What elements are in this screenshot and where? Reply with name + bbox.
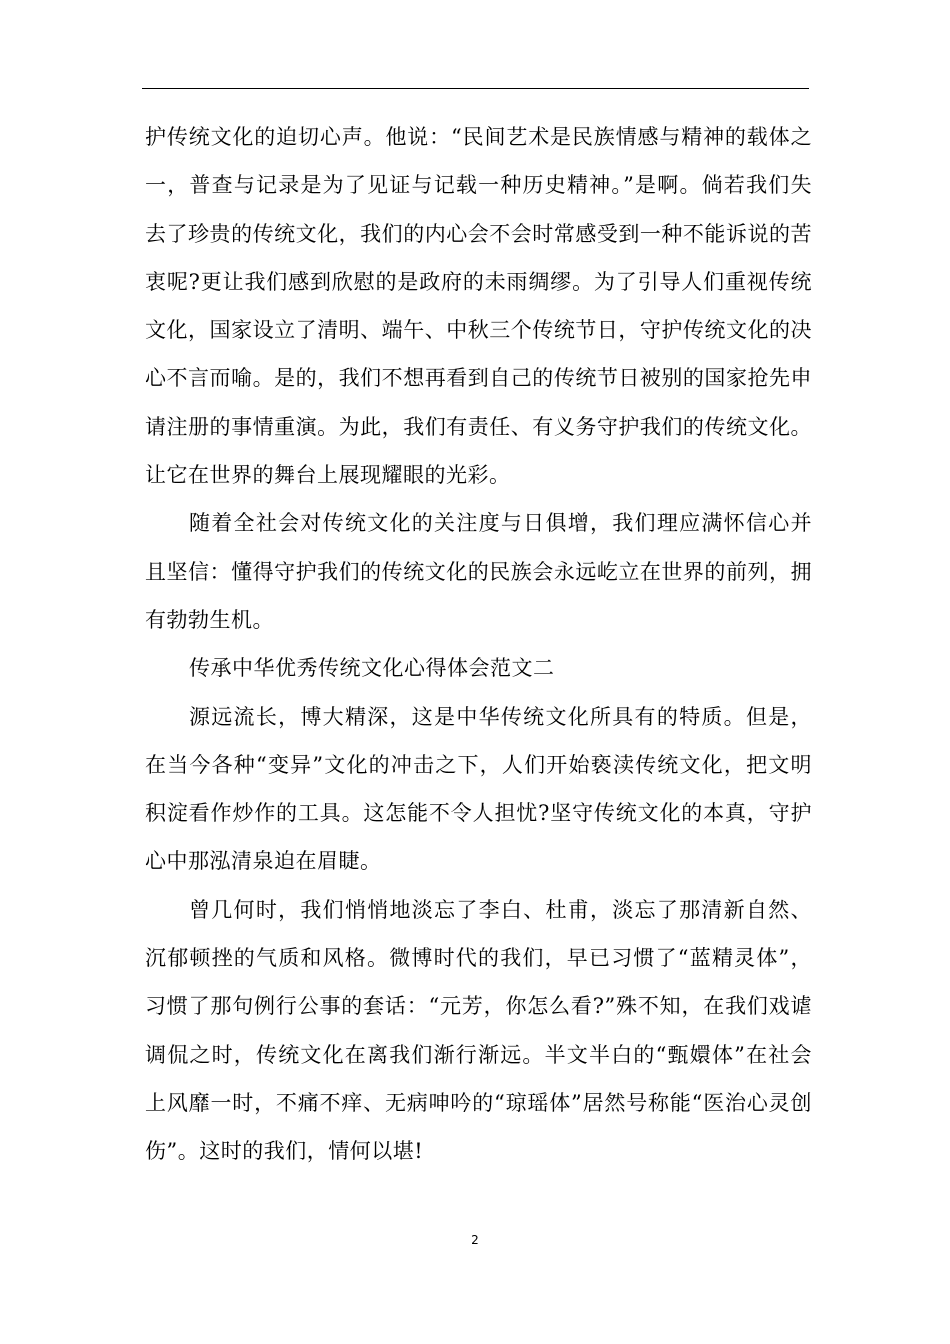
section-heading: 传承中华优秀传统文化心得体会范文二 (189, 656, 555, 681)
paragraph: 随着全社会对传统文化的关注度与日俱增，我们理应满怀信心并且坚信：懂得守护我们的传统文化的民族会永远屹立在世界的前列，拥有勃勃生机。 (145, 511, 812, 632)
paragraph: 源远流长，博大精深，这是中华传统文化所具有的特质。但是，在当今各种“变异”文化的冲击之下，人们开始亵渎传统文化，把文明积淀看作炒作的工具。这怎能不令人担忧?坚守传统文化的本真，守护心中那泓清泉迫在眉睫。 (145, 704, 812, 874)
document-body (145, 113, 812, 1176)
paragraph: 曾几何时，我们悄悄地淡忘了李白、杜甫，淡忘了那清新自然、沉郁顿挫的气质和风格。微博时代的我们，早已习惯了“蓝精灵体”，习惯了那句例行公事的套话：“元芳，你怎么看?”殊不知，在我们戏谑调侃之时，传统文化在离我们渐行渐远。半文半白的“甄嬛体”在社会上风靡一时，不痛不痒、无病呻吟的“琼瑶体”居然号称能“医治心灵创伤”。这时的我们，情何以堪! (145, 897, 812, 1164)
paragraph-continued: 护传统文化的迫切心声。他说：“民间艺术是民族情感与精神的载体之一，普查与记录是为了见证与记载一种历史精神。”是啊。倘若我们失去了珍贵的传统文化，我们的内心会不会时常感受到一种不能诉说的苦衷呢?更让我们感到欣慰的是政府的未雨绸缪。为了引导人们重视传统文化，国家设立了清明、端午、中秋三个传统节日，守护传统文化的决心不言而喻。是的，我们不想再看到自己的传统节日被别的国家抢先申请注册的事情重演。为此，我们有责任、有义务守护我们的传统文化。让它在世界的舞台上展现耀眼的光彩。 (145, 125, 812, 488)
page-number: 2 (471, 1233, 479, 1247)
header-rule (142, 88, 809, 89)
